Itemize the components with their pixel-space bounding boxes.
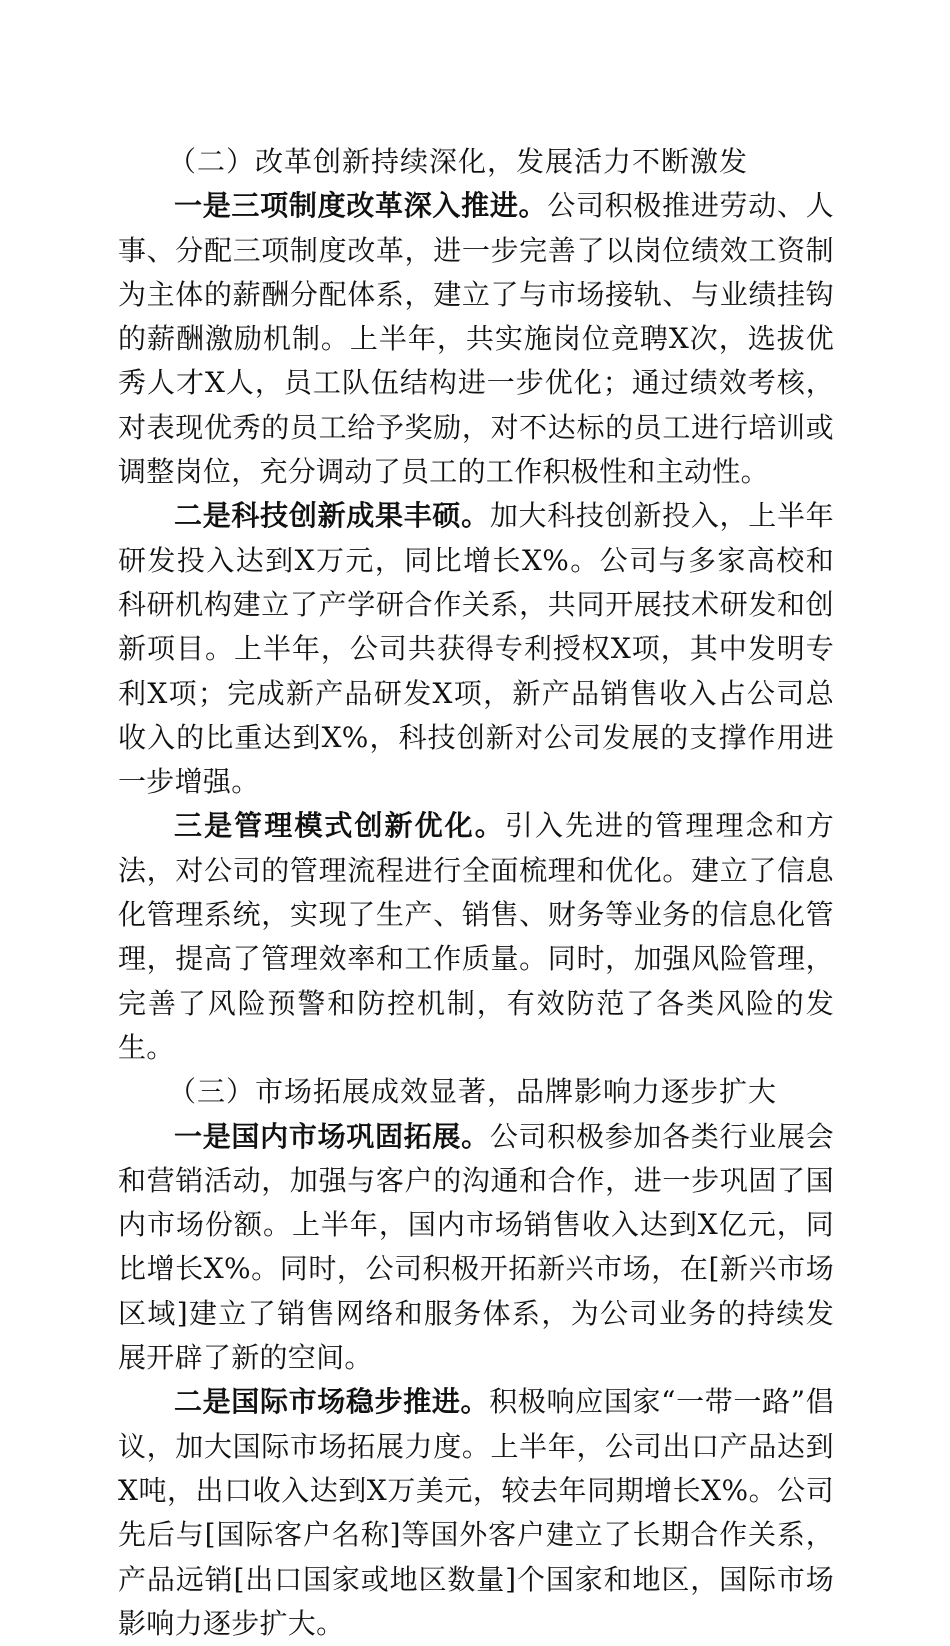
section-heading-3: （三）市场拓展成效显著，品牌影响力逐步扩大 [168, 1075, 778, 1109]
paragraph-body: 公司积极推进劳动、人事、分配三项制度改革，进一步完善了以岗位绩效工资制为主体的薪酬分配体系，建立了与市场接轨、与业绩挂钩的薪酬激励机制。上半年，共实施岗位竞聘X次，选拔优秀人才X人，员工队伍结构进一步优化；通过绩效考核，对表现优秀的员工给予奖励，对不达标的员工进行培训或调整岗位，充分调动了员工的工作积极性和主动性。 [118, 189, 834, 489]
paragraph-system-reform [118, 184, 834, 494]
paragraph-body: 加大科技创新投入，上半年研发投入达到X万元，同比增长X%。公司与多家高校和科研机构建立了产学研合作关系，共同开展技术研发和创新项目。上半年，公司共获得专利授权X项，其中发明专利X项；完成新产品研发X项，新产品销售收入占公司总收入的比重达到X%，科技创新对公司发展的支撑作用进一步增强。 [118, 499, 834, 799]
paragraph-body: 引入先进的管理理念和方法，对公司的管理流程进行全面梳理和优化。建立了信息化管理系统，实现了生产、销售、财务等业务的信息化管理，提高了管理效率和工作质量。同时，加强风险管理，完善了风险预警和防控机制，有效防范了各类风险的发生。 [118, 809, 834, 1064]
paragraph-tech-innovation [118, 494, 834, 804]
paragraph-management-innovation [118, 804, 834, 1070]
paragraph-lead: 一是国内市场巩固拓展。 [174, 1119, 490, 1153]
section-heading-2: （二）改革创新持续深化，发展活力不断激发 [168, 145, 749, 178]
paragraph-body: 积极响应国家“一带一路”倡议，加大国际市场拓展力度。上半年，公司出口产品达到X吨，出口收入达到X万美元，较去年同期增长X%。公司先后与[国际客户名称]等国外客户建立了长期合作关系，产品远销[出口国家或地区数量]个国家和地区，国际市场影响力逐步扩大。 [118, 1385, 834, 1640]
paragraph-international-market [118, 1380, 834, 1646]
paragraph-lead: 二是国际市场稳步推进。 [174, 1385, 490, 1419]
document-page [118, 140, 834, 1646]
paragraph-body: 公司积极参加各类行业展会和营销活动，加强与客户的沟通和合作，进一步巩固了国内市场份额。上半年，国内市场销售收入达到X亿元，同比增长X%。同时，公司积极开拓新兴市场，在[新兴市场区域]建立了销售网络和服务体系，为公司业务的持续发展开辟了新的空间。 [118, 1119, 834, 1375]
paragraph-lead: 二是科技创新成果丰硕。 [174, 499, 490, 533]
paragraph-lead: 一是三项制度改革深入推进。 [174, 189, 548, 223]
paragraph-lead: 三是管理模式创新优化。 [174, 809, 505, 843]
paragraph-domestic-market [118, 1115, 834, 1381]
